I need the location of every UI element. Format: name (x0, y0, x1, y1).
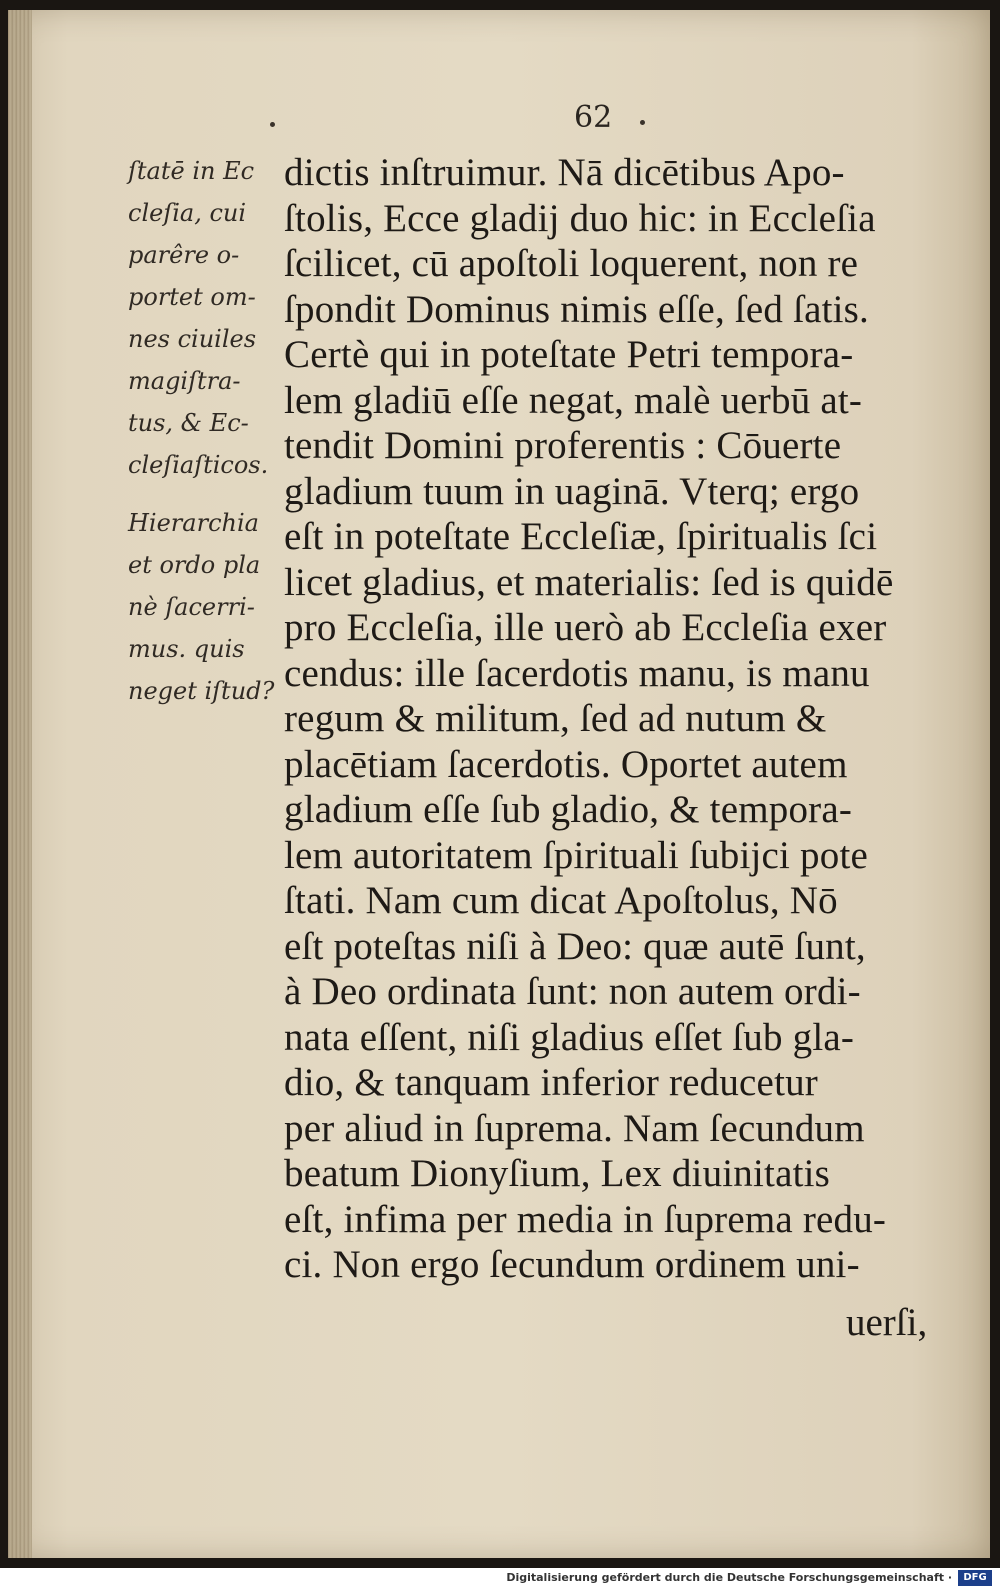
margin-note-line: magiſtra- (128, 367, 241, 395)
margin-note-line: mus. quis (128, 635, 245, 663)
text-line: eſt poteſtas niſi à Deo: quæ autē ſunt, (284, 924, 866, 968)
text-line: Certè qui in poteſtate Petri tempora- (284, 333, 854, 376)
ink-dot-mark (270, 122, 275, 127)
text-line: ſtolis, Ecce gladij duo hic: in Eccleſia (284, 196, 876, 240)
margin-notes (128, 150, 288, 712)
funding-credit: Digitalisierung gefördert durch die Deutsche Forschungsgemeinschaft · (506, 1571, 952, 1584)
text-line: lem gladiū eſſe negat, malè uerbū at- (284, 378, 863, 422)
page-number: 62 (574, 100, 613, 135)
text-line: cendus: ille ſacerdotis manu, is manu (284, 651, 870, 695)
text-line: regum & militum, ſed ad nutum & (284, 697, 827, 740)
text-line: ci. Non ergo ſecundum ordinem uni- (284, 1243, 860, 1286)
text-line: ſcilicet, cū apoſtoli loquerent, non re (284, 242, 859, 285)
margin-note-line: parêre o- (128, 241, 240, 269)
text-line: ſpondit Dominus nimis eſſe, ſed ſatis. (284, 287, 869, 331)
margin-note-line: portet om- (128, 283, 256, 311)
text-line: eſt in poteſtate Eccleſiæ, ſpiritualis ſci (284, 515, 878, 558)
margin-note-line: nes ciuiles (128, 325, 257, 353)
page-fore-edge (8, 10, 32, 1558)
text-line: gladium eſſe ſub gladio, & tempora- (284, 788, 853, 831)
footer-bar (0, 1568, 1000, 1590)
text-line: beatum Dionyſium, Lex diuinitatis (284, 1152, 831, 1195)
ink-dot-mark (640, 120, 645, 125)
margin-note-line: cleſiaſticos. (128, 451, 269, 479)
text-line: tendit Domini proferentis : Cōuerte (284, 424, 842, 467)
margin-note-line: nè ſacerri- (128, 593, 255, 621)
margin-note-line: ſtatē in Ec (128, 157, 255, 185)
text-line: lem autoritatem ſpirituali ſubijci pote (284, 833, 868, 877)
dfg-logo: DFG (958, 1570, 992, 1586)
catchword: uerſi, (846, 1301, 928, 1344)
text-line: nata eſſent, niſi gladius eſſet ſub gla- (284, 1015, 855, 1059)
text-line: per aliud in ſuprema. Nam ſecundum (284, 1106, 865, 1150)
margin-note-line: neget iſtud? (128, 677, 275, 705)
text-line: dio, & tanquam inferior reducetur (284, 1061, 818, 1104)
text-line: à Deo ordinata ſunt: non autem ordi- (284, 970, 861, 1013)
text-line: gladium tuum in uaginā. Vterq; ergo (284, 469, 860, 513)
margin-note-line: et ordo pla (128, 551, 261, 579)
margin-note-spacer (128, 486, 288, 502)
text-line: ſtati. Nam cum dicat Apoſtolus, Nō (284, 879, 838, 922)
margin-note-line: tus, & Ec- (128, 409, 249, 437)
margin-note-line: cleſia, cui (128, 199, 247, 227)
text-line: placētiam ſacerdotis. Oportet autem (284, 742, 848, 786)
text-line: pro Eccleſia, ille uerò ab Eccleſia exer (284, 606, 887, 649)
text-line: eſt, infima per media in ſuprema redu- (284, 1197, 887, 1241)
text-line: dictis inſtruimur. Nā dicētibus Apo- (284, 151, 845, 194)
main-text-block (284, 150, 944, 1288)
margin-note-line: Hierarchia (128, 509, 259, 537)
text-line: licet gladius, et materialis: ſed is quidē (284, 560, 894, 604)
